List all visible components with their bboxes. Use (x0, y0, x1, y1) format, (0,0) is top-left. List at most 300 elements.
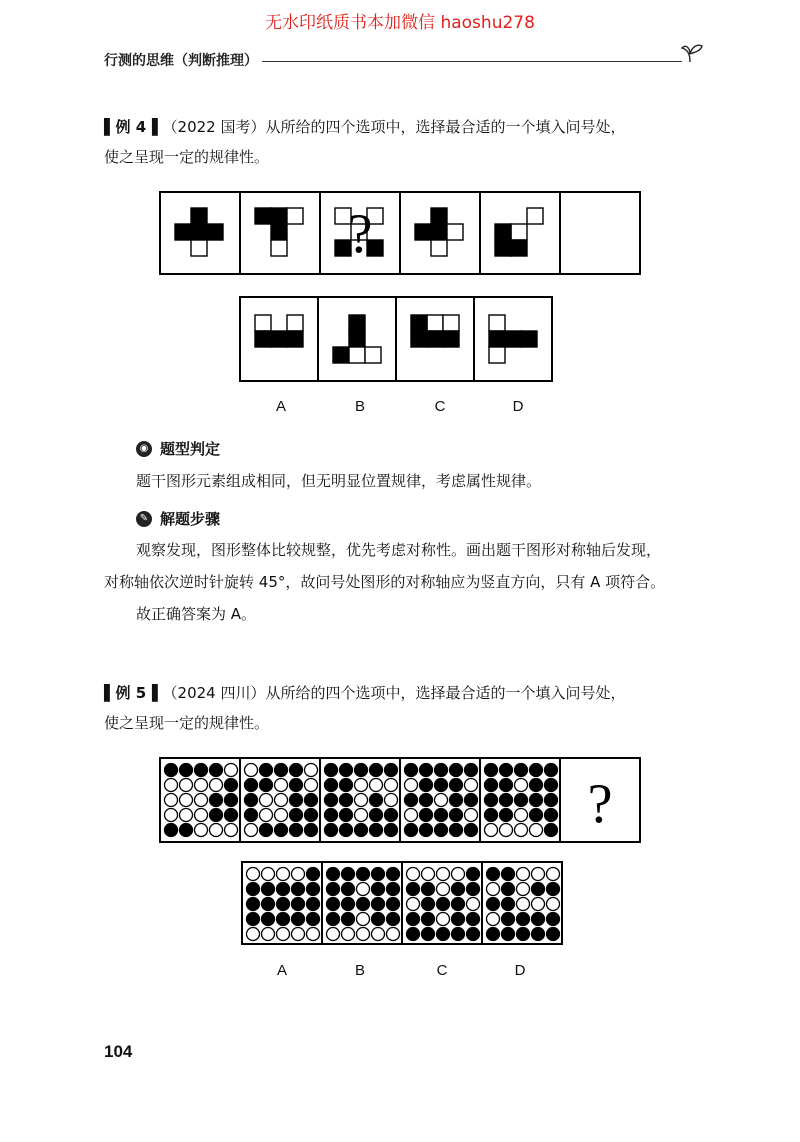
grid-dot (290, 794, 303, 807)
figure-square (287, 208, 303, 224)
option-dot (452, 913, 465, 926)
option-dot (407, 868, 420, 881)
option-letter: A (276, 962, 287, 979)
grid-dot (405, 794, 418, 807)
option-dot (452, 898, 465, 911)
grid-dot (225, 794, 238, 807)
grid-dot (290, 779, 303, 792)
option-dot (387, 883, 400, 896)
grid-dot (545, 824, 558, 837)
grid-dot (485, 824, 498, 837)
option-dot (262, 898, 275, 911)
type-heading-text: 题型判定 (160, 440, 221, 458)
grid-dot (420, 794, 433, 807)
grid-dot (500, 794, 513, 807)
grid-dot (385, 824, 398, 837)
grid-dot (450, 824, 463, 837)
option-square (427, 315, 443, 331)
example5-question-line1: （2024 四川）从所给的四个选项中，选择最合适的一个填入问号处， (162, 684, 626, 702)
option-letter: B (354, 962, 365, 979)
option-dot (502, 913, 515, 926)
grid-dot (435, 824, 448, 837)
option-dot (277, 868, 290, 881)
option-dot (502, 928, 515, 941)
option-dot (387, 913, 400, 926)
option-letter: A (275, 398, 286, 415)
grid-dot (420, 824, 433, 837)
grid-dot (290, 809, 303, 822)
option-square (443, 331, 459, 347)
grid-dot (515, 794, 528, 807)
option-dot (262, 913, 275, 926)
grid-dot (545, 779, 558, 792)
grid-dot (515, 779, 528, 792)
grid-dot (530, 779, 543, 792)
option-dot (342, 928, 355, 941)
option-dot (487, 898, 500, 911)
steps-heading-text: 解题步骤 (160, 510, 221, 528)
grid-dot (465, 809, 478, 822)
option-dot (547, 883, 560, 896)
grid-dot (370, 779, 383, 792)
grid-dot (305, 809, 318, 822)
option-dot (502, 898, 515, 911)
grid-dot (165, 809, 178, 822)
option-dot (467, 928, 480, 941)
option-dot (327, 883, 340, 896)
grid-dot (355, 779, 368, 792)
option-dot (307, 913, 320, 926)
answer-line: 故正确答案为 A。 (136, 605, 257, 623)
grid-dot (545, 764, 558, 777)
option-letter: C (434, 398, 446, 415)
figure-square (495, 240, 511, 256)
grid-dot (465, 824, 478, 837)
grid-dot (530, 794, 543, 807)
grid-dot (325, 809, 338, 822)
option-dot (532, 868, 545, 881)
grid-dot (435, 764, 448, 777)
option-dot (422, 883, 435, 896)
example4-option-letters (0, 398, 800, 418)
example4-question-mark: ? (347, 203, 373, 265)
figure-square (271, 208, 287, 224)
grid-dot (385, 764, 398, 777)
option-dot (517, 928, 530, 941)
steps-heading (136, 508, 220, 529)
option-dot (467, 883, 480, 896)
grid-dot (260, 824, 273, 837)
option-dot (407, 883, 420, 896)
steps-text (104, 534, 704, 630)
option-dot (342, 883, 355, 896)
option-dot (422, 913, 435, 926)
grid-dot (275, 824, 288, 837)
option-dot (277, 898, 290, 911)
figure-frame (560, 192, 640, 274)
grid-dot (180, 824, 193, 837)
option-dot (357, 883, 370, 896)
type-heading (136, 438, 220, 459)
grid-dot (435, 779, 448, 792)
grid-dot (210, 779, 223, 792)
option-dot (327, 868, 340, 881)
figure-square (511, 240, 527, 256)
grid-dot (485, 794, 498, 807)
grid-dot (465, 794, 478, 807)
option-dot (357, 868, 370, 881)
grid-dot (325, 824, 338, 837)
option-dot (437, 883, 450, 896)
option-dot (307, 868, 320, 881)
option-dot (517, 898, 530, 911)
option-square (521, 331, 537, 347)
example5-question-mark: ? (587, 773, 613, 835)
grid-dot (485, 764, 498, 777)
option-dot (357, 898, 370, 911)
grid-dot (165, 764, 178, 777)
example4-question-line1: （2022 国考）从所给的四个选项中，选择最合适的一个填入问号处， (162, 118, 626, 136)
figure-square (431, 224, 447, 240)
grid-dot (245, 809, 258, 822)
option-dot (547, 928, 560, 941)
option-dot (387, 868, 400, 881)
option-dot (407, 913, 420, 926)
grid-dot (405, 764, 418, 777)
grid-dot (245, 824, 258, 837)
grid-dot (165, 794, 178, 807)
figure-square (511, 224, 527, 240)
option-dot (532, 913, 545, 926)
type-text-line: 题干图形元素组成相同，但无明显位置规律，考虑属性规律。 (136, 472, 542, 490)
option-dot (422, 898, 435, 911)
option-letter: C (436, 962, 448, 979)
figure-square (255, 208, 271, 224)
grid-dot (530, 764, 543, 777)
page-number: 104 (104, 1042, 133, 1061)
option-square (349, 347, 365, 363)
figure-square (271, 240, 287, 256)
option-dot (502, 883, 515, 896)
grid-dot (355, 824, 368, 837)
watermark-text: 无水印纸质书本加微信 haoshu278 (265, 13, 535, 33)
option-dot (292, 928, 305, 941)
option-dot (387, 898, 400, 911)
grid-dot (450, 794, 463, 807)
example5-question-line2: 使之呈现一定的规律性。 (104, 714, 270, 732)
option-dot (407, 898, 420, 911)
option-dot (342, 868, 355, 881)
grid-dot (325, 779, 338, 792)
grid-dot (165, 779, 178, 792)
option-dot (307, 928, 320, 941)
option-dot (277, 928, 290, 941)
option-dot (437, 868, 450, 881)
grid-dot (450, 779, 463, 792)
grid-dot (290, 824, 303, 837)
example5-option-figures (242, 862, 564, 944)
option-dot (452, 883, 465, 896)
grid-dot (260, 809, 273, 822)
grid-dot (225, 809, 238, 822)
option-dot (517, 883, 530, 896)
option-dot (372, 928, 385, 941)
option-dot (357, 928, 370, 941)
figure-square (191, 240, 207, 256)
figure-square (447, 224, 463, 240)
option-dot (547, 898, 560, 911)
option-dot (452, 868, 465, 881)
grid-dot (465, 779, 478, 792)
steps-line: 对称轴依次逆时针旋转 45°，故问号处图形的对称轴应为竖直方向，只有 A 项符合。 (104, 573, 666, 591)
option-square (411, 331, 427, 347)
option-dot (247, 928, 260, 941)
option-dot (517, 868, 530, 881)
grid-dot (245, 779, 258, 792)
option-dot (452, 928, 465, 941)
option-dot (532, 928, 545, 941)
grid-dot (465, 764, 478, 777)
example4-label: ▌例 4▐ (104, 118, 158, 136)
figure-square (175, 224, 191, 240)
option-letter: D (512, 398, 524, 415)
grid-dot (225, 824, 238, 837)
example5-option-letters (0, 962, 800, 982)
option-dot (532, 883, 545, 896)
type-text (104, 465, 704, 497)
option-square (287, 331, 303, 347)
grid-dot (260, 779, 273, 792)
steps-line: 观察发现，图形整体比较规整，优先考虑对称性。画出题干图形对称轴后发现， (136, 541, 662, 559)
option-square (349, 331, 365, 347)
grid-dot (260, 794, 273, 807)
grid-dot (515, 764, 528, 777)
grid-dot (340, 809, 353, 822)
option-dot (437, 913, 450, 926)
grid-dot (545, 794, 558, 807)
figure-square (431, 240, 447, 256)
grid-dot (340, 824, 353, 837)
question-type-icon: ◉ (136, 441, 152, 457)
grid-dot (355, 764, 368, 777)
grid-dot (435, 794, 448, 807)
option-dot (372, 868, 385, 881)
option-dot (247, 898, 260, 911)
figure-square (207, 224, 223, 240)
option-dot (292, 913, 305, 926)
grid-dot (450, 764, 463, 777)
example5-question-figures (160, 758, 640, 842)
grid-dot (195, 764, 208, 777)
option-dot (277, 883, 290, 896)
figure-square (431, 208, 447, 224)
option-dot (547, 868, 560, 881)
grid-dot (245, 794, 258, 807)
example4-question (104, 112, 704, 172)
grid-dot (340, 794, 353, 807)
grid-dot (370, 809, 383, 822)
grid-dot (260, 764, 273, 777)
option-dot (327, 913, 340, 926)
option-square (333, 347, 349, 363)
option-dot (372, 883, 385, 896)
grid-dot (275, 779, 288, 792)
option-square (287, 315, 303, 331)
example4-option-figures (240, 297, 558, 381)
grid-dot (405, 809, 418, 822)
header-rule (262, 61, 682, 62)
grid-dot (195, 809, 208, 822)
grid-dot (340, 779, 353, 792)
example4-question-line2: 使之呈现一定的规律性。 (104, 148, 270, 166)
grid-dot (305, 794, 318, 807)
grid-dot (195, 794, 208, 807)
option-dot (357, 913, 370, 926)
option-square (271, 331, 287, 347)
option-letter: B (354, 398, 365, 415)
option-dot (467, 898, 480, 911)
option-dot (467, 913, 480, 926)
grid-dot (500, 779, 513, 792)
grid-dot (420, 779, 433, 792)
grid-dot (340, 764, 353, 777)
grid-dot (180, 794, 193, 807)
option-dot (387, 928, 400, 941)
example5-label: ▌例 5▐ (104, 684, 158, 702)
running-header: 行测的思维（判断推理） (104, 53, 258, 69)
grid-dot (195, 779, 208, 792)
grid-dot (370, 824, 383, 837)
option-square (489, 315, 505, 331)
option-dot (307, 883, 320, 896)
option-dot (422, 928, 435, 941)
figure-square (271, 224, 287, 240)
option-dot (487, 883, 500, 896)
option-square (489, 331, 505, 347)
option-square (255, 331, 271, 347)
grid-dot (290, 764, 303, 777)
option-dot (437, 928, 450, 941)
option-dot (487, 913, 500, 926)
grid-dot (515, 824, 528, 837)
option-letter: D (514, 962, 526, 979)
figure-square (191, 208, 207, 224)
option-square (255, 315, 271, 331)
grid-dot (500, 764, 513, 777)
example5-question (104, 678, 704, 738)
figure-square (495, 224, 511, 240)
grid-dot (500, 824, 513, 837)
option-dot (502, 868, 515, 881)
grid-dot (305, 779, 318, 792)
figure-square (527, 208, 543, 224)
option-dot (342, 913, 355, 926)
option-dot (277, 913, 290, 926)
option-dot (247, 913, 260, 926)
option-dot (292, 898, 305, 911)
grid-dot (275, 764, 288, 777)
option-dot (372, 898, 385, 911)
option-dot (547, 913, 560, 926)
option-square (505, 331, 521, 347)
figure-square (191, 224, 207, 240)
grid-dot (180, 764, 193, 777)
option-square (443, 315, 459, 331)
grid-dot (275, 794, 288, 807)
option-dot (262, 883, 275, 896)
option-dot (307, 898, 320, 911)
grid-dot (370, 764, 383, 777)
grid-dot (245, 764, 258, 777)
grid-dot (385, 809, 398, 822)
grid-dot (435, 809, 448, 822)
grid-dot (515, 809, 528, 822)
grid-dot (225, 779, 238, 792)
option-square (365, 347, 381, 363)
option-dot (342, 898, 355, 911)
option-dot (517, 913, 530, 926)
option-dot (487, 868, 500, 881)
grid-dot (210, 824, 223, 837)
grid-dot (275, 809, 288, 822)
option-dot (327, 898, 340, 911)
option-dot (467, 868, 480, 881)
grid-dot (355, 794, 368, 807)
option-dot (247, 883, 260, 896)
option-square (411, 315, 427, 331)
grid-dot (305, 824, 318, 837)
grid-dot (195, 824, 208, 837)
option-dot (407, 928, 420, 941)
grid-dot (180, 809, 193, 822)
grid-dot (165, 824, 178, 837)
grid-dot (210, 794, 223, 807)
grid-dot (210, 809, 223, 822)
grid-dot (405, 824, 418, 837)
grid-dot (500, 809, 513, 822)
grid-dot (485, 809, 498, 822)
figure-square (415, 224, 431, 240)
grid-dot (530, 824, 543, 837)
option-dot (262, 928, 275, 941)
grid-dot (305, 764, 318, 777)
grid-dot (405, 779, 418, 792)
option-dot (422, 868, 435, 881)
grid-dot (355, 809, 368, 822)
grid-dot (385, 779, 398, 792)
option-dot (292, 883, 305, 896)
grid-dot (225, 764, 238, 777)
option-square (489, 347, 505, 363)
grid-dot (545, 809, 558, 822)
option-dot (372, 913, 385, 926)
grid-dot (325, 764, 338, 777)
option-dot (487, 928, 500, 941)
grid-dot (420, 809, 433, 822)
option-dot (247, 868, 260, 881)
option-dot (437, 898, 450, 911)
option-dot (262, 868, 275, 881)
sprout-icon (678, 40, 704, 62)
option-square (427, 331, 443, 347)
grid-dot (385, 794, 398, 807)
grid-dot (210, 764, 223, 777)
example4-question-figures (160, 192, 640, 274)
grid-dot (485, 779, 498, 792)
grid-dot (370, 794, 383, 807)
option-dot (292, 868, 305, 881)
option-dot (327, 928, 340, 941)
